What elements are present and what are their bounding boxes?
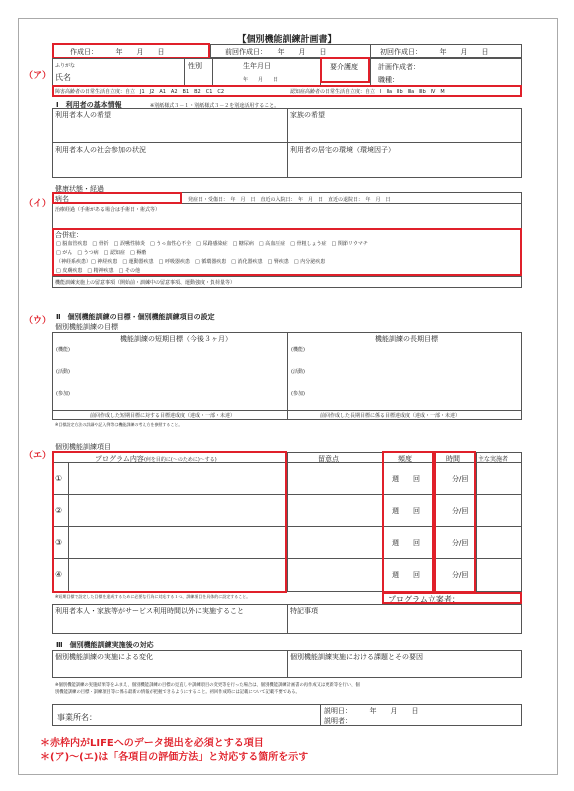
time-row-1: 分/回	[452, 475, 469, 483]
mark-a: （ア）	[24, 71, 52, 81]
created-date-required	[52, 43, 210, 59]
section-2-heading: Ⅱ 個別機能訓練の目標・個別機能訓練項目の設定	[56, 313, 215, 321]
home-environment: 利用者の居宅の環境（環境因子）	[290, 146, 395, 154]
office-table	[52, 704, 522, 726]
goal-small-note: ※目標設定方法の詳細や記入例等は機能訓練の考え方を参照すること。	[55, 422, 183, 427]
footnote-1: ＊赤枠内がLIFEへのデータ提出を必須とする項目	[40, 738, 264, 749]
section-1-note: ※別紙様式３－１・別紙様式３－２を別途活用すること。	[150, 103, 280, 109]
independence-required	[52, 85, 522, 97]
long-goal-label: 機能訓練の長期目標	[375, 335, 438, 343]
caution-header: 留意点	[318, 455, 339, 463]
mark-i: （イ）	[24, 199, 52, 209]
program-row-4: ④	[55, 570, 63, 579]
user-wish: 利用者本人の希望	[55, 111, 111, 119]
frequency-row-3: 週 回	[392, 539, 420, 547]
comorbidity-list-1: □ 脳血管疾患 □ 骨折 □ 誤嚥性肺炎 □ うっ血性心不全 □ 尿路感染症 □ 糖尿病 □ 高血圧症 □ 骨粗しょう症 □ 関節リウマチ	[56, 241, 368, 247]
previous-created-date: 前回作成日： 年 月 日	[225, 48, 327, 56]
long-goal-participation: (参加)	[291, 391, 305, 397]
training-caution: 機能訓練実施上の留意事項（開始前・訓練中の留意事項、運動強度・負荷量等）	[55, 280, 236, 286]
first-created-date: 初回作成日： 年 月 日	[380, 48, 489, 56]
explanation-date: 説明日： 年 月 日	[324, 707, 419, 715]
mark-u: （ウ）	[24, 316, 52, 326]
disability-independence: 障害高齢者の日常生活自立度：自立 J1 J2 A1 A2 B1 B2 C1 C2	[55, 89, 225, 95]
training-issues: 個別機能訓練実施における課題とその要因	[290, 653, 423, 661]
program-row-2: ②	[55, 506, 63, 515]
program-row-3: ③	[55, 538, 63, 547]
program-row-1: ①	[55, 474, 63, 483]
mark-e: （エ）	[24, 451, 52, 461]
social-participation: 利用者本人の社会参加の状況	[55, 146, 146, 154]
goal-heading: 個別機能訓練の目標	[55, 323, 118, 331]
short-goal-activity: (活動)	[56, 369, 70, 375]
time-row-4: 分/回	[452, 571, 469, 579]
birth-label: 生年月日	[243, 62, 271, 70]
office-name: 事業所名：	[57, 713, 97, 722]
comorbidity-label: 合併症：	[55, 231, 83, 239]
time-row-3: 分/回	[452, 539, 469, 547]
comorbidity-list-2: □ がん □ うつ病 □ 認知症 □ 褥瘡	[56, 250, 147, 256]
time-required	[434, 451, 476, 593]
long-goal-activity: (活動)	[291, 369, 305, 375]
long-goal-evaluation: 前回作成した長期目標に係る目標達成度（達成・一部・未達）	[320, 413, 461, 419]
family-service: 利用者本人・家族等がサービス利用時間以外に実施すること	[55, 607, 244, 615]
disease-name: 病名	[55, 195, 69, 203]
section-3-note-1: ※個別機能訓練の実施結果等をふまえ、個別機能訓練の目標の見直しや訓練項目の変更等を行った場合は、個別機能訓練計画書の再作成又は更新等を行い、個	[55, 683, 360, 688]
onset-dates: 発症日・受傷日： 年 月 日 直近の入院日： 年 月 日 直近の退院日： 年 月 日	[188, 197, 391, 203]
section-3-note-2: 別機能訓練の目標・訓練項目等に係る最新の情報が把握できるようにすること。初回作成時には記載について記載不要である。	[55, 690, 300, 695]
gender-label: 性別	[188, 62, 202, 70]
section-1-heading: Ⅰ 利用者の基本情報	[56, 101, 122, 109]
job-label: 職種：	[378, 76, 399, 84]
planner-required	[382, 592, 522, 604]
footnote-2: ＊(ア)～(エ)は「各項目の評価方法」と対応する箇所を示す	[40, 752, 309, 763]
time-header: 時間	[446, 455, 460, 463]
program-header: プログラム内容(何を目的に(～のために)～する)	[95, 455, 217, 463]
created-date: 作成日： 年 月 日	[70, 48, 165, 56]
staff-header: 主な実施者	[478, 456, 509, 463]
items-heading: 個別機能訓練項目	[55, 443, 111, 451]
health-heading: 健康状態・経過	[55, 185, 104, 193]
frequency-row-2: 週 回	[392, 507, 420, 515]
program-planner: プログラム立案者：	[388, 595, 460, 604]
frequency-header: 頻度	[398, 455, 412, 463]
family-wish: 家族の希望	[290, 111, 325, 119]
section-3-heading: Ⅲ 個別機能訓練実施後の対応	[56, 641, 154, 649]
comorbidity-list-4: □ 皮膚疾患 □ 精神疾患 □ その他	[56, 268, 140, 274]
dementia-independence: 認知症高齢者の日常生活自立度：自立 Ⅰ Ⅱa Ⅱb Ⅲa Ⅲb Ⅳ M	[290, 89, 445, 95]
training-changes: 個別機能訓練の実施による変化	[55, 653, 153, 661]
care-level-required	[320, 57, 370, 83]
comorbidity-list-3: （神経系疾患）□ 神経疾患 □ 運動器疾患 □ 呼吸器疾患 □ 循環器疾患 □ 消化器疾患 □ 腎疾患 □ 内分泌疾患	[56, 259, 326, 265]
name-label: 氏名	[55, 73, 71, 82]
rows-note: ※短期目標で設定した目標を達成するために必要な行為に対応する１つ、訓練項目を具体的に設定すること。	[55, 594, 251, 599]
long-goal-function: (機能)	[291, 347, 305, 353]
treatment-history: 治療経過（手術がある場合は手術日・術式等）	[55, 207, 161, 213]
planner-label: 計画作成者：	[378, 63, 420, 71]
time-row-2: 分/回	[452, 507, 469, 515]
explainer: 説明者：	[324, 717, 352, 725]
frequency-row-1: 週 回	[392, 475, 420, 483]
short-goal-label: 機能訓練の短期目標（今後３ヶ月）	[120, 335, 232, 343]
disease-required	[52, 192, 182, 204]
frequency-row-4: 週 回	[392, 571, 420, 579]
birth-ymd: 年 月 日	[243, 77, 279, 83]
care-level-label: 要介護度	[330, 63, 358, 71]
short-goal-participation: (参加)	[56, 391, 70, 397]
short-goal-function: (機能)	[56, 347, 70, 353]
frequency-required	[382, 451, 434, 593]
special-notes: 特記事項	[290, 607, 318, 615]
header-row-2	[52, 58, 522, 86]
program-required	[52, 451, 287, 593]
page-title: 【個別機能訓練計画書】	[237, 35, 337, 45]
short-goal-evaluation: 前回作成した短期目標に対する目標達成度（達成・一部・未達）	[90, 413, 236, 419]
furigana-label: ふりがな	[55, 63, 76, 69]
